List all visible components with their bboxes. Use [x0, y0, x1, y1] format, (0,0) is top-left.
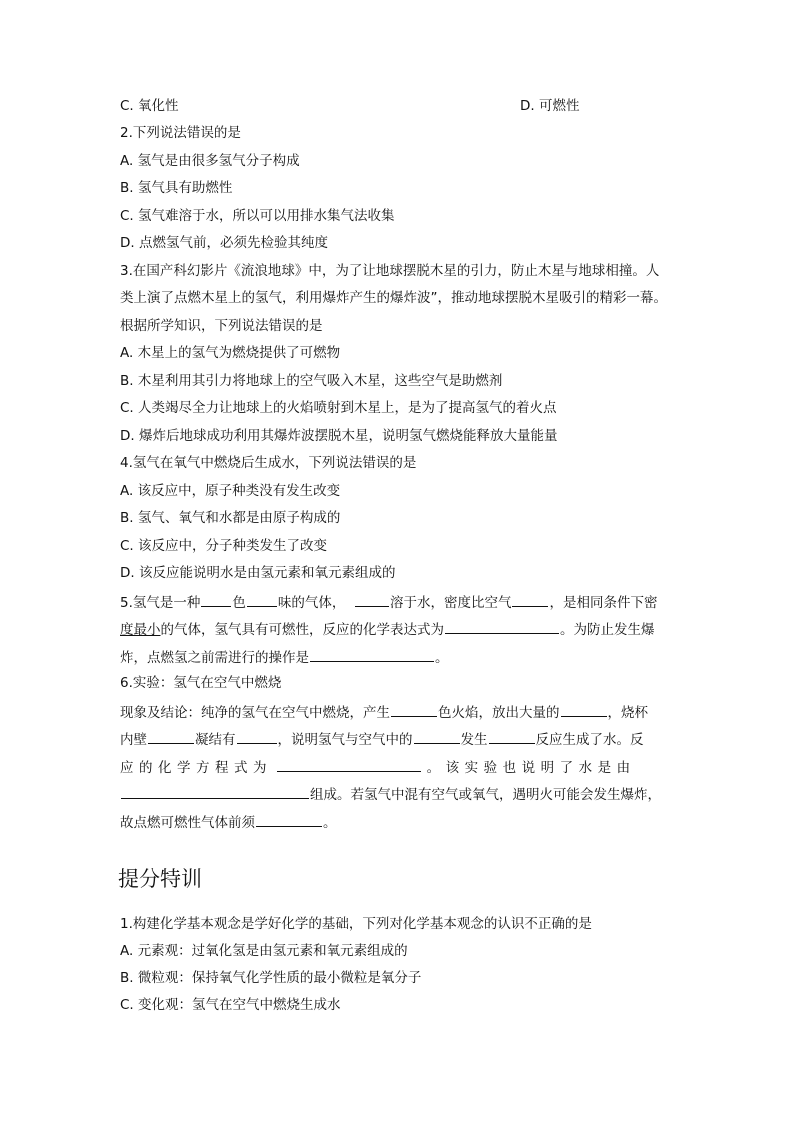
q6-line-2 [120, 729, 680, 749]
q6-text-8: 反应生成了水。反 [535, 732, 644, 748]
q5-text-7: 的气体，氢气具有可燃性，反应的化学表达式为 [160, 622, 444, 638]
q3-option-d[interactable]: D. 爆炸后地球成功利用其爆炸波摆脱木星，说明氢气燃烧能释放大量能量 [120, 428, 558, 444]
q3-option-c[interactable]: C. 人类竭尽全力让地球上的火焰喷射到木星上，是为了提高氢气的着火点 [120, 400, 557, 416]
q6-text-4: 内壁 [120, 732, 147, 748]
q3-stem-line-1: 3.在国产科幻影片《流浪地球》中，为了让地球摆脱木星的引力，防止木星与地球相撞。人 [120, 263, 660, 279]
q5-text-4: 溶于水，密度比空气 [389, 595, 512, 611]
q6-text-5: 凝结有 [195, 732, 236, 748]
q3-option-a[interactable]: A. 木星上的氢气为燃烧提供了可燃物 [120, 345, 341, 361]
q5-line-1 [120, 592, 680, 612]
q6-blank-condensate[interactable] [237, 729, 277, 744]
q4-stem: 4.氢气在氧气中燃烧后生成水，下列说法错误的是 [120, 455, 417, 471]
q5-text-6: 度最小 [120, 622, 161, 638]
q2-stem: 2.下列说法错误的是 [120, 125, 241, 141]
q5-text-10: 。 [435, 650, 449, 666]
q5-text-8: 。为防止发生爆 [560, 622, 655, 638]
q6-blank-wall[interactable] [148, 729, 194, 744]
q6-text-2: 色火焰，放出大量的 [438, 705, 560, 721]
q5-blank-solubility[interactable] [355, 592, 389, 607]
q3-option-b[interactable]: B. 木星利用其引力将地球上的空气吸入木星，这些空气是助燃剂 [120, 373, 503, 389]
q5-line-2 [120, 619, 680, 639]
q6-text-13: 。 [323, 815, 337, 831]
q5-blank-equation[interactable] [445, 619, 559, 634]
q5-blank-color[interactable] [201, 592, 231, 607]
q6-blank-heat[interactable] [561, 702, 607, 717]
q6-text-10: 。该实验也说明了水是由 [426, 760, 636, 776]
q5-blank-operation[interactable] [310, 647, 434, 662]
q6-text-1: 现象及结论：纯净的氢气在空气中燃烧，产生 [120, 705, 390, 721]
q5-blank-density[interactable] [512, 592, 548, 607]
q1-option-c[interactable]: C. 氧化性 [120, 98, 179, 114]
q5-text-5: ，是相同条件下密 [549, 595, 658, 611]
q4-option-c[interactable]: C. 该反应中，分子种类发生了改变 [120, 538, 328, 554]
q5-text-2: 色 [232, 595, 246, 611]
q6-blank-check[interactable] [256, 812, 322, 827]
q4-option-b[interactable]: B. 氢气、氧气和水都是由原子构成的 [120, 510, 341, 526]
q6-line-3 [120, 757, 680, 777]
q6-stem: 6.实验：氢气在空气中燃烧 [120, 675, 282, 691]
q2-option-b[interactable]: B. 氢气具有助燃性 [120, 180, 233, 196]
q1-option-d[interactable]: D. 可燃性 [520, 98, 580, 114]
q5-text-1: 5.氢气是一种 [120, 595, 201, 611]
q6-blank-reactant[interactable] [414, 729, 460, 744]
q4-option-a[interactable]: A. 该反应中，原子种类没有发生改变 [120, 483, 341, 499]
q6-blank-composition[interactable] [121, 784, 309, 799]
q6-line-5 [120, 812, 680, 832]
q6-text-9: 应的化学方程式为 [120, 760, 272, 776]
q5-text-9: 炸，点燃氢之前需进行的操作是 [120, 650, 309, 666]
q2-option-c[interactable]: C. 氢气难溶于水，所以可以用排水集气法收集 [120, 208, 395, 224]
q6-text-3: ，烧杯 [607, 705, 648, 721]
q6-line-4 [120, 784, 680, 804]
q6-blank-flame-color[interactable] [391, 702, 437, 717]
q3-stem-line-2: 类上演了点燃木星上的氢气，利用爆炸产生的爆炸波”，推动地球摆脱木星吸引的精彩一幕。 [120, 290, 667, 306]
s1-option-c[interactable]: C. 变化观：氢气在空气中燃烧生成水 [120, 997, 341, 1013]
s1-stem: 1.构建化学基本观念是学好化学的基础，下列对化学基本观念的认识不正确的是 [120, 916, 592, 932]
q3-stem-line-3: 根据所学知识，下列说法错误的是 [120, 318, 323, 334]
q4-option-d[interactable]: D. 该反应能说明水是由氢元素和氧元素组成的 [120, 565, 396, 581]
q5-text-3: 味的气体， [277, 595, 346, 611]
q6-blank-equation[interactable] [277, 757, 421, 772]
q6-text-12: 故点燃可燃性气体前须 [120, 815, 255, 831]
q6-text-7: 发生 [460, 732, 488, 748]
q6-blank-reaction-type[interactable] [489, 729, 535, 744]
s1-option-b[interactable]: B. 微粒观：保持氧气化学性质的最小微粒是氧分子 [120, 970, 422, 986]
q6-text-11: 组成。若氢气中混有空气或氧气，遇明火可能会发生爆炸， [310, 787, 661, 803]
q6-line-1 [120, 702, 680, 722]
q5-line-3 [120, 647, 680, 667]
s1-option-a[interactable]: A. 元素观：过氧化氢是由氢元素和氧元素组成的 [120, 943, 408, 959]
q1-option-row [120, 97, 680, 115]
q2-option-d[interactable]: D. 点燃氢气前，必须先检验其纯度 [120, 235, 328, 251]
section-title: 提分特训 [118, 867, 202, 891]
q6-text-6: ，说明氢气与空气中的 [277, 732, 413, 748]
q2-option-a[interactable]: A. 氢气是由很多氢气分子构成 [120, 153, 300, 169]
q5-blank-odor[interactable] [247, 592, 277, 607]
